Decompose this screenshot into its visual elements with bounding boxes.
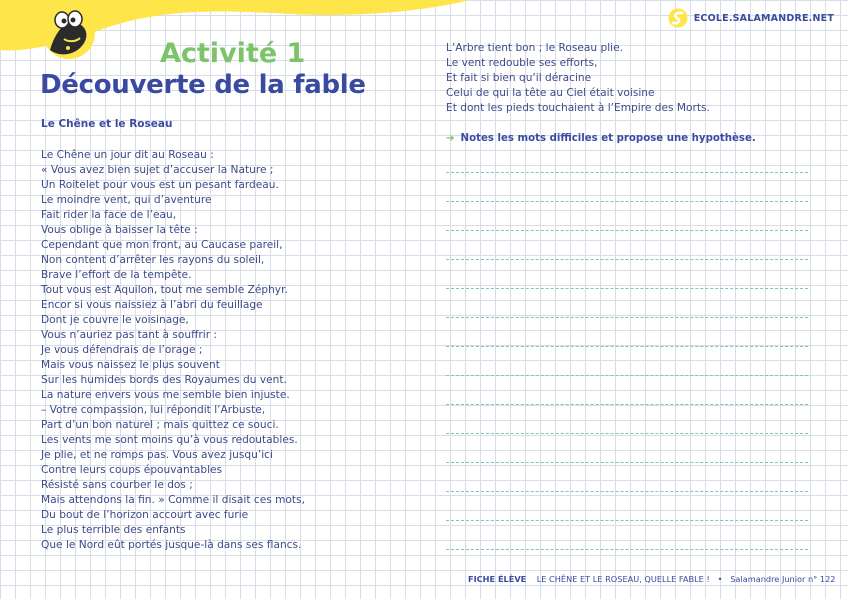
poem-line: Mais vous naissez le plus souvent (41, 359, 220, 371)
poem-line: Je plie, et ne romps pas. Vous avez jusqu’ici (41, 449, 273, 461)
poem-line: Brave l’effort de la tempête. (41, 269, 192, 281)
poem-line: Vous n’auriez pas tant à souffrir : (41, 329, 217, 341)
writing-line[interactable] (446, 259, 808, 260)
poem-line: Encor si vous naissiez à l’abri du feuillage (41, 299, 263, 311)
footer-issue: Salamandre Junior n° 122 (730, 574, 836, 584)
footer (468, 574, 836, 584)
poem-line: Contre leurs coups épouvantables (41, 464, 223, 476)
poem-line: Sur les humides bords des Royaumes du vent. (41, 374, 287, 386)
poem-left-column (41, 148, 305, 553)
instruction (446, 133, 756, 144)
poem-line: Non content d’arrêter les rayons du soleil, (41, 254, 265, 266)
poem-line: Du bout de l’horizon accourt avec furie (41, 509, 249, 521)
writing-line[interactable] (446, 230, 808, 231)
poem-line: Tout vous est Aquilon, tout me semble Zéphyr. (41, 284, 288, 296)
salamandre-logo-icon (668, 8, 688, 28)
poem-title: Le Chêne et le Roseau (41, 118, 173, 130)
poem-line: Que le Nord eût portés jusque-là dans ses flancs. (41, 539, 302, 551)
poem-line: Le Chêne un jour dit au Roseau : (41, 149, 214, 161)
poem-line: Vous oblige à baisser la tête : (41, 224, 198, 236)
footer-separator: • (717, 574, 723, 584)
poem-line: Et fait si bien qu’il déracine (446, 72, 592, 84)
writing-line[interactable] (446, 404, 808, 405)
brand-header (668, 8, 834, 28)
footer-label: FICHE ÉLÈVE (468, 574, 527, 584)
poem-line: Le moindre vent, qui d’aventure (41, 194, 212, 206)
poem-line: Les vents me sont moins qu’à vous redoutables. (41, 434, 298, 446)
arrow-right-icon: ➔ (446, 133, 455, 144)
writing-line[interactable] (446, 317, 808, 318)
poem-line: L’Arbre tient bon ; le Roseau plie. (446, 42, 623, 54)
activity-label: Activité 1 (160, 38, 306, 69)
poem-line: Part d’un bon naturel ; mais quittez ce souci. (41, 419, 279, 431)
instruction-text: Notes les mots difficiles et propose une hypothèse. (460, 133, 756, 144)
writing-line[interactable] (446, 346, 808, 347)
poem-line: Le plus terrible des enfants (41, 524, 186, 536)
footer-title: LE CHÊNE ET LE ROSEAU, QUELLE FABLE ! (536, 574, 710, 584)
poem-line: Je vous défendrais de l’orage ; (41, 344, 203, 356)
poem-right-column (446, 41, 710, 116)
writing-line[interactable] (446, 549, 808, 550)
brand-name[interactable]: ECOLE.SALAMANDRE.NET (693, 12, 834, 24)
poem-line: Et dont les pieds touchaient à l’Empire des Morts. (446, 102, 710, 114)
writing-line[interactable] (446, 433, 808, 434)
writing-line[interactable] (446, 462, 808, 463)
poem-line: Un Roitelet pour vous est un pesant fardeau. (41, 179, 279, 191)
writing-line[interactable] (446, 288, 808, 289)
writing-line[interactable] (446, 201, 808, 202)
writing-line[interactable] (446, 520, 808, 521)
poem-line: Dont je couvre le voisinage, (41, 314, 189, 326)
page-title: Découverte de la fable (40, 70, 366, 100)
poem-line: – Votre compassion, lui répondit l’Arbuste, (41, 404, 266, 416)
writing-line[interactable] (446, 172, 808, 173)
poem-line: « Vous avez bien sujet d’accuser la Nature ; (41, 164, 274, 176)
poem-line: Fait rider la face de l’eau, (41, 209, 177, 221)
salamander-mascot-icon (38, 6, 100, 60)
poem-line: Le vent redouble ses efforts, (446, 57, 598, 69)
poem-line: Cependant que mon front, au Caucase pareil, (41, 239, 283, 251)
poem-line: Résisté sans courber le dos ; (41, 479, 193, 491)
poem-line: Celui de qui la tête au Ciel était voisine (446, 87, 655, 99)
poem-line: Mais attendons la fin. » Comme il disait ces mots, (41, 494, 305, 506)
writing-line[interactable] (446, 375, 808, 376)
writing-line[interactable] (446, 491, 808, 492)
poem-line: La nature envers vous me semble bien injuste. (41, 389, 290, 401)
